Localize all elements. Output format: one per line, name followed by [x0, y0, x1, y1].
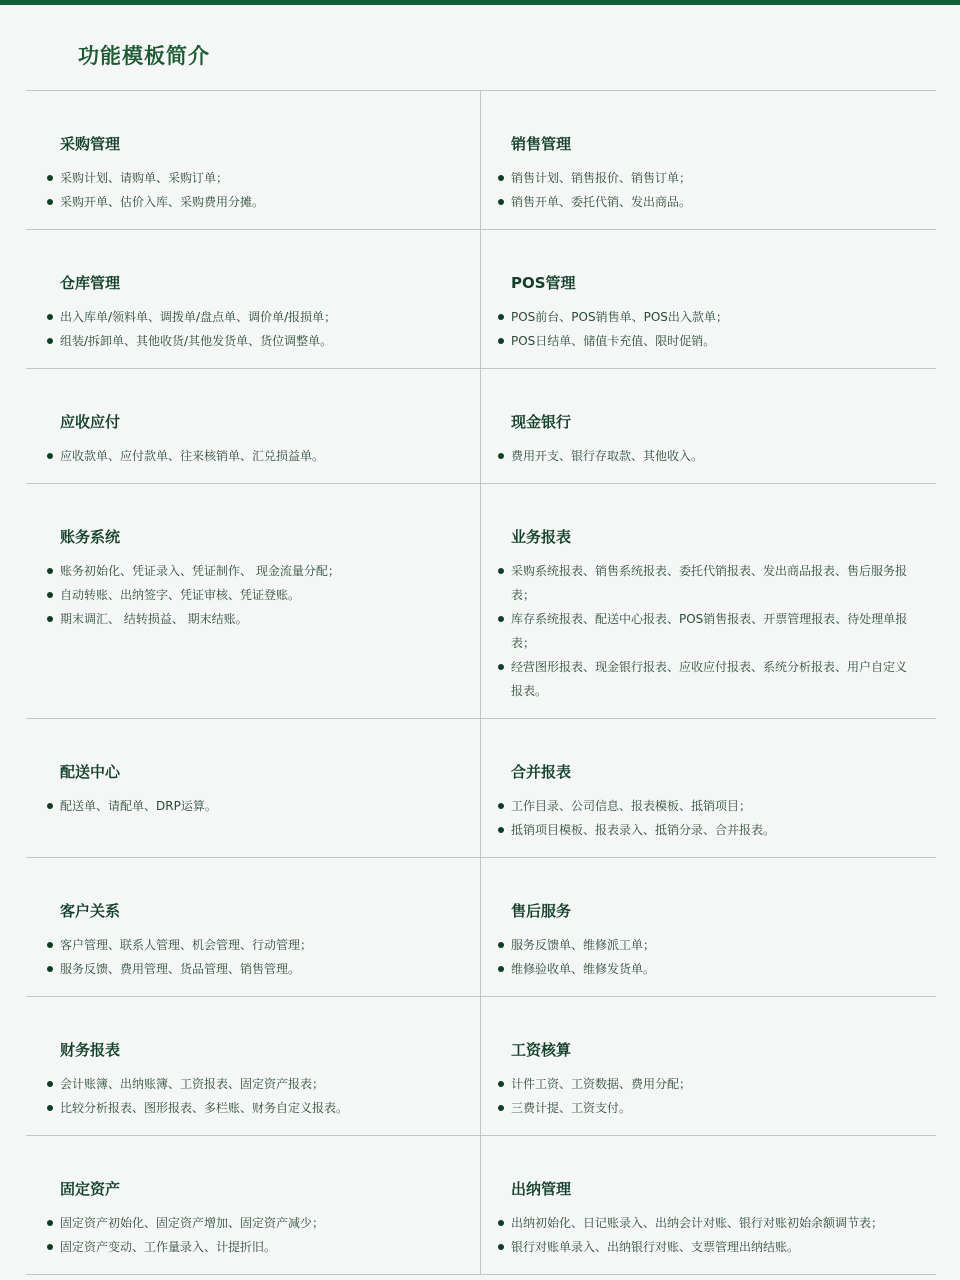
feature-item: 抵销项目模板、报表录入、抵销分录、合并报表。: [511, 818, 908, 842]
feature-list: [60, 794, 452, 818]
module-title: 出纳管理: [511, 1180, 572, 1198]
module-card: [26, 230, 481, 368]
module-title: 销售管理: [511, 135, 572, 153]
feature-list: [511, 444, 908, 468]
module-title: 售后服务: [511, 902, 572, 920]
module-card: [481, 230, 936, 368]
feature-item: 自动转账、出纳签字、凭证审核、凭证登账。: [60, 583, 452, 607]
feature-list: [60, 166, 452, 214]
module-card: [481, 91, 936, 229]
module-card: [26, 858, 481, 996]
feature-list: [511, 305, 908, 353]
module-title: POS管理: [511, 274, 576, 292]
module-row: [26, 858, 936, 997]
feature-item: 费用开支、银行存取款、其他收入。: [511, 444, 908, 468]
feature-item: 采购开单、估价入库、采购费用分摊。: [60, 190, 452, 214]
feature-item: POS前台、POS销售单、POS出入款单；: [511, 305, 908, 329]
feature-item: 比较分析报表、图形报表、多栏账、财务自定义报表。: [60, 1096, 452, 1120]
module-card: [26, 91, 481, 229]
module-card: [481, 719, 936, 857]
feature-list: [60, 444, 452, 468]
module-row: [26, 719, 936, 858]
feature-list: [60, 1211, 452, 1259]
feature-item: 出纳初始化、日记账录入、出纳会计对账、银行对账初始余额调节表；: [511, 1211, 908, 1235]
feature-item: 维修验收单、维修发货单。: [511, 957, 908, 981]
module-title: 合并报表: [511, 763, 572, 781]
module-title: 业务报表: [511, 528, 572, 546]
module-title: 客户关系: [60, 902, 121, 920]
module-card: [481, 1136, 936, 1274]
feature-list: [511, 1211, 908, 1259]
feature-item: 计件工资、工资数据、费用分配；: [511, 1072, 908, 1096]
feature-list: [511, 933, 908, 981]
feature-item: 固定资产初始化、固定资产增加、固定资产减少；: [60, 1211, 452, 1235]
feature-item: 会计账簿、出纳账簿、工资报表、固定资产报表；: [60, 1072, 452, 1096]
feature-item: 银行对账单录入、出纳银行对账、支票管理出纳结账。: [511, 1235, 908, 1259]
module-title: 采购管理: [60, 135, 121, 153]
feature-item: 销售开单、委托代销、发出商品。: [511, 190, 908, 214]
module-title: 配送中心: [60, 763, 121, 781]
module-card: [26, 719, 481, 857]
feature-list: [60, 933, 452, 981]
feature-item: 经营图形报表、现金银行报表、应收应付报表、系统分析报表、用户自定义报表。: [511, 655, 908, 703]
module-card: [26, 997, 481, 1135]
feature-item: 销售计划、销售报价、销售订单；: [511, 166, 908, 190]
module-row: [26, 1136, 936, 1275]
feature-list: [511, 559, 908, 703]
feature-item: 客户管理、联系人管理、机会管理、行动管理；: [60, 933, 452, 957]
feature-item: 服务反馈、费用管理、货品管理、销售管理。: [60, 957, 452, 981]
module-row: [26, 230, 936, 369]
feature-item: 组装/拆卸单、其他收货/其他发货单、货位调整单。: [60, 329, 452, 353]
module-title: 账务系统: [60, 528, 121, 546]
page-title: 功能模板简介: [78, 44, 210, 68]
feature-item: 账务初始化、凭证录入、凭证制作、 现金流量分配；: [60, 559, 452, 583]
module-title: 工资核算: [511, 1041, 572, 1059]
module-card: [481, 484, 936, 718]
feature-list: [60, 559, 452, 631]
feature-item: 应收款单、应付款单、往来核销单、汇兑损益单。: [60, 444, 452, 468]
module-card: [481, 369, 936, 483]
feature-list: [60, 305, 452, 353]
module-title: 固定资产: [60, 1180, 121, 1198]
feature-item: POS日结单、储值卡充值、限时促销。: [511, 329, 908, 353]
module-row: [26, 369, 936, 484]
feature-item: 服务反馈单、维修派工单；: [511, 933, 908, 957]
module-card: [26, 1136, 481, 1274]
feature-item: 库存系统报表、配送中心报表、POS销售报表、开票管理报表、待处理单报表；: [511, 607, 908, 655]
feature-item: 工作目录、公司信息、报表模板、抵销项目；: [511, 794, 908, 818]
feature-item: 采购系统报表、销售系统报表、委托代销报表、发出商品报表、售后服务报表；: [511, 559, 908, 607]
module-grid: [26, 90, 936, 1275]
module-card: [26, 484, 481, 718]
feature-list: [511, 166, 908, 214]
module-row: [26, 91, 936, 230]
module-card: [481, 858, 936, 996]
feature-list: [60, 1072, 452, 1120]
feature-item: 期末调汇、 结转损益、 期末结账。: [60, 607, 452, 631]
feature-item: 固定资产变动、工作量录入、计提折旧。: [60, 1235, 452, 1259]
feature-list: [511, 1072, 908, 1120]
module-card: [26, 369, 481, 483]
feature-list: [511, 794, 908, 842]
module-row: [26, 997, 936, 1136]
module-title: 现金银行: [511, 413, 572, 431]
module-title: 财务报表: [60, 1041, 121, 1059]
module-title: 应收应付: [60, 413, 121, 431]
feature-item: 配送单、请配单、DRP运算。: [60, 794, 452, 818]
module-title: 仓库管理: [60, 274, 121, 292]
feature-item: 出入库单/领料单、调拨单/盘点单、调价单/报损单；: [60, 305, 452, 329]
module-row: [26, 484, 936, 719]
module-card: [481, 997, 936, 1135]
feature-item: 采购计划、请购单、采购订单；: [60, 166, 452, 190]
feature-item: 三费计提、工资支付。: [511, 1096, 908, 1120]
top-accent-bar: [0, 0, 960, 5]
